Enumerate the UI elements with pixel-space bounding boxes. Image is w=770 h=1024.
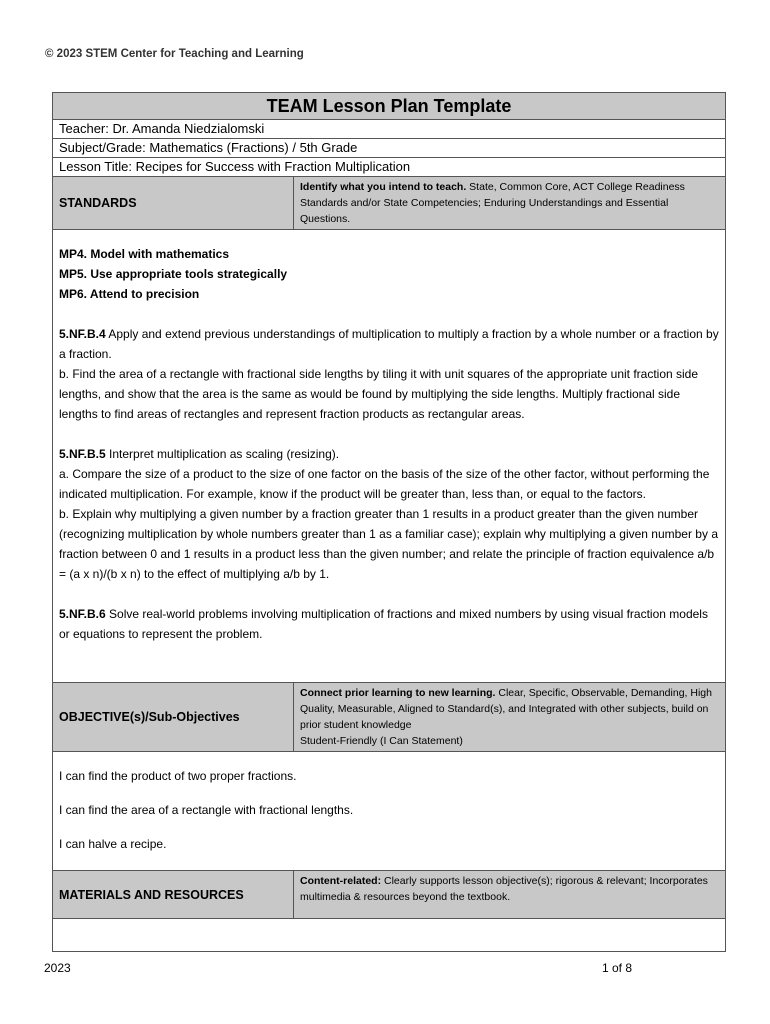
objectives-desc-text: Clear, Specific, Observable, Demanding, High Quality, Measurable, Aligned to Standard(s), and Integrated with other subjects, build on prior student knowledge: [300, 687, 712, 731]
standard-mp4: MP4. Model with mathematics: [59, 247, 230, 261]
objectives-desc-bold: Connect prior learning to new learning.: [300, 687, 496, 699]
standard-nfb5-b: b. Explain why multiplying a given number by a fraction greater than 1 results in a product greater than the given number (recognizing multiplication by whole numbers greater than 1 as a familiar case); explain why multiplying a given number by a fraction between 0 and 1 results in a product less than the given number; and relate the principle of fraction equivalence a/b = (a x n)/(b x n) to the effect of multiplying a/b by 1.: [59, 507, 718, 581]
standard-nfb6-text: Solve real-world problems involving multiplication of fractions and mixed numbers by using visual fraction models or equations to represent the problem.: [59, 607, 708, 641]
standard-mp5: MP5. Use appropriate tools strategically: [59, 267, 288, 281]
lesson-plan-table: [52, 92, 726, 952]
standard-nfb4: [59, 324, 719, 364]
objectives-desc-line2: Student-Friendly (I Can Statement): [300, 735, 463, 747]
standards-desc-text: State, Common Core, ACT College Readiness Standards and/or State Competencies; Enduring Understandings and Essential Questions.: [300, 181, 685, 225]
page-number: 1 of 8: [602, 961, 633, 975]
standard-nfb5: [59, 444, 719, 464]
materials-label: MATERIALS AND RESOURCES: [53, 871, 294, 919]
standard-nfb5-code: 5.NF.B.5: [59, 447, 106, 461]
objective-item: I can find the area of a rectangle with fractional lengths.: [59, 803, 354, 817]
materials-description: [294, 871, 726, 919]
standards-label: STANDARDS: [53, 177, 294, 230]
teacher-field: Teacher: Dr. Amanda Niedzialomski: [53, 120, 726, 139]
standard-nfb6-code: 5.NF.B.6: [59, 607, 106, 621]
materials-desc-text: Clearly supports lesson objective(s); rigorous & relevant; Incorporates multimedia & resources beyond the textbook.: [300, 875, 708, 903]
materials-desc-bold: Content-related:: [300, 875, 382, 887]
copyright-header: © 2023 STEM Center for Teaching and Learning: [45, 48, 304, 60]
footer-year: 2023: [44, 961, 71, 975]
standards-header-row: [53, 177, 726, 230]
objectives-label: OBJECTIVE(s)/Sub-Objectives: [53, 683, 294, 752]
objective-item: I can find the product of two proper fractions.: [59, 769, 297, 783]
standard-nfb5-text: Interpret multiplication as scaling (resizing).: [105, 447, 340, 461]
standard-nfb4-b: b. Find the area of a rectangle with fractional side lengths by tiling it with unit squares of the appropriate unit fraction side lengths, and show that the area is the same as would be found by multiplying the side lengths. Multiply fractional side lengths to find areas of rectangles and represent fraction products as rectangular areas.: [59, 367, 699, 421]
subject-grade-field: Subject/Grade: Mathematics (Fractions) / 5th Grade: [53, 139, 726, 158]
materials-body: [53, 919, 726, 952]
document-title: TEAM Lesson Plan Template: [53, 93, 726, 120]
objectives-description: [294, 683, 726, 752]
standard-nfb5-a: a. Compare the size of a product to the size of one factor on the basis of the size of the other factor, without performing the indicated multiplication. For example, know if the product will be greater than, less than, or equal to the factors.: [59, 467, 710, 501]
objectives-header-row: [53, 683, 726, 752]
standard-nfb4-code: 5.NF.B.4: [59, 327, 106, 341]
materials-header-row: [53, 871, 726, 919]
standards-body: [53, 230, 726, 683]
standards-desc-bold: Identify what you intend to teach.: [300, 181, 467, 193]
standards-description: [294, 177, 726, 230]
lesson-title-field: Lesson Title: Recipes for Success with Fraction Multiplication: [53, 158, 726, 177]
objectives-body: [53, 752, 726, 871]
standard-nfb4-text: Apply and extend previous understandings of multiplication to multiply a fraction by a whole number or a fraction by a fraction.: [59, 327, 719, 361]
standard-nfb6: [59, 604, 719, 644]
standard-mp6: MP6. Attend to precision: [59, 287, 200, 301]
objective-item: I can halve a recipe.: [59, 837, 167, 851]
